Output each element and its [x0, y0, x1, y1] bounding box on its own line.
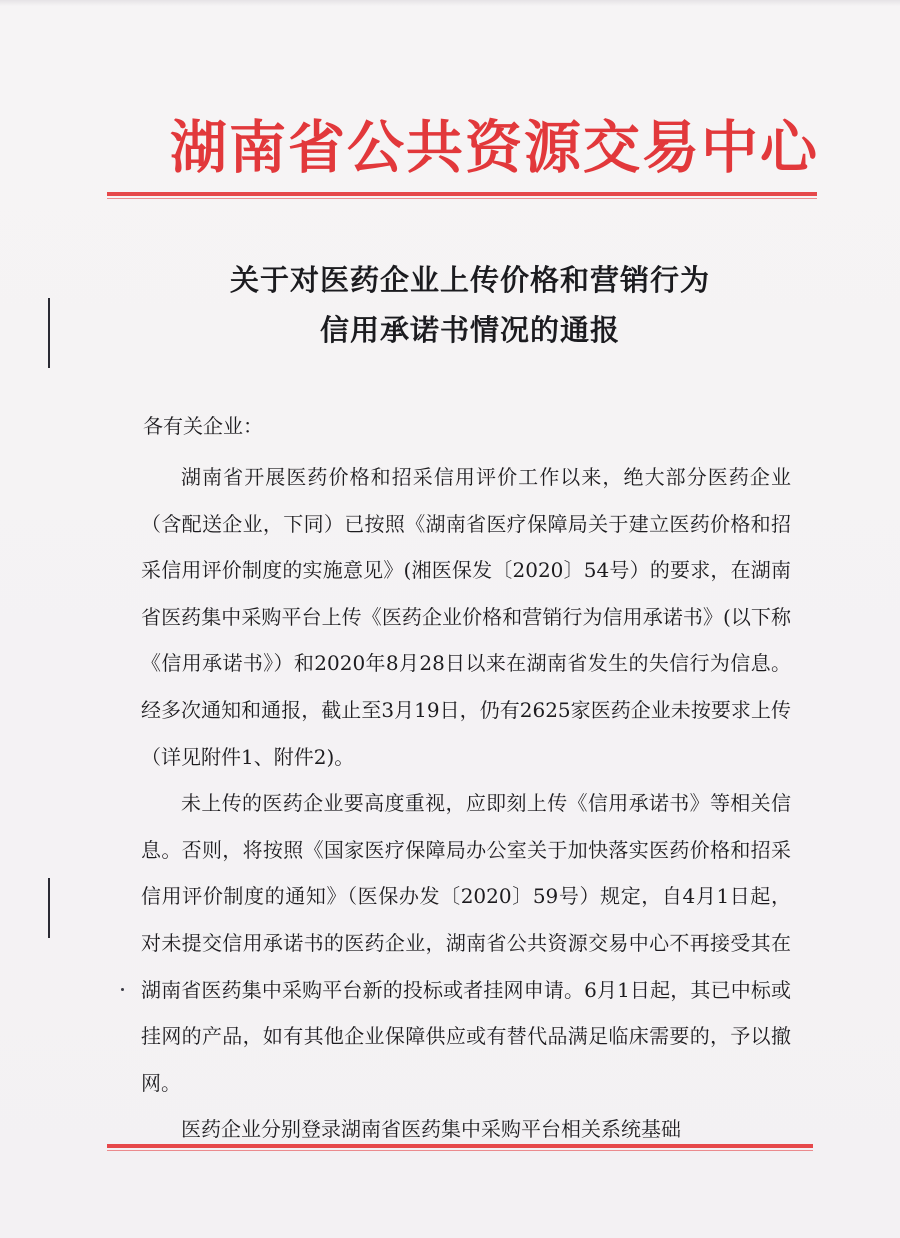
body-text: [141, 454, 791, 1153]
scan-edge-shadow: [0, 0, 900, 6]
salutation: 各有关企业：: [143, 414, 263, 438]
binding-mark-bottom: [48, 878, 50, 938]
body-paragraph-2: 未上传的医药企业要高度重视，应即刻上传《信用承诺书》等相关信息。否则，将按照《国家医疗保障局办公室关于加快落实医药价格和招采信用评价制度的通知》（医保办发〔2020〕59号）规定，自4月1日起，对未提交信用承诺书的医药企业，湖南省公共资源交易中心不再接受其在湖南省医药集中采购平台新的投标或者挂网申请。6月1日起，其已中标或挂网的产品，如有其他企业保障供应或有替代品满足临床需要的，予以撤网。: [141, 791, 791, 1095]
letterhead-org-name: 湖南省公共资源交易中心: [170, 114, 819, 181]
document-title-line-2: 信用承诺书情况的通报: [319, 313, 620, 347]
letterhead-rule-thick: [107, 192, 817, 196]
footer-rule-thin: [107, 1150, 813, 1151]
document-title-line-1: 关于对医药企业上传价格和营销行为: [229, 263, 710, 297]
binding-mark-top: [48, 298, 50, 368]
scan-speck: [121, 988, 124, 991]
footer-rule-thick: [107, 1144, 813, 1148]
body-paragraph-3: 医药企业分别登录湖南省医药集中采购平台相关系统基础: [181, 1117, 681, 1142]
body-paragraph-1: 湖南省开展医药价格和招采信用评价工作以来，绝大部分医药企业（含配送企业，下同）已按照《湖南省医疗保障局关于建立医药价格和招采信用评价制度的实施意见》(湘医保发〔2020〕54号）的要求，在湖南省医药集中采购平台上传《医药企业价格和营销行为信用承诺书》(以下称《信用承诺书》）和2020年8月28日以来在湖南省发生的失信行为信息。经多次通知和通报，截止至3月19日，仍有2625家医药企业未按要求上传（详见附件1、附件2)。: [141, 465, 791, 769]
letterhead-rule-thin: [107, 198, 817, 199]
